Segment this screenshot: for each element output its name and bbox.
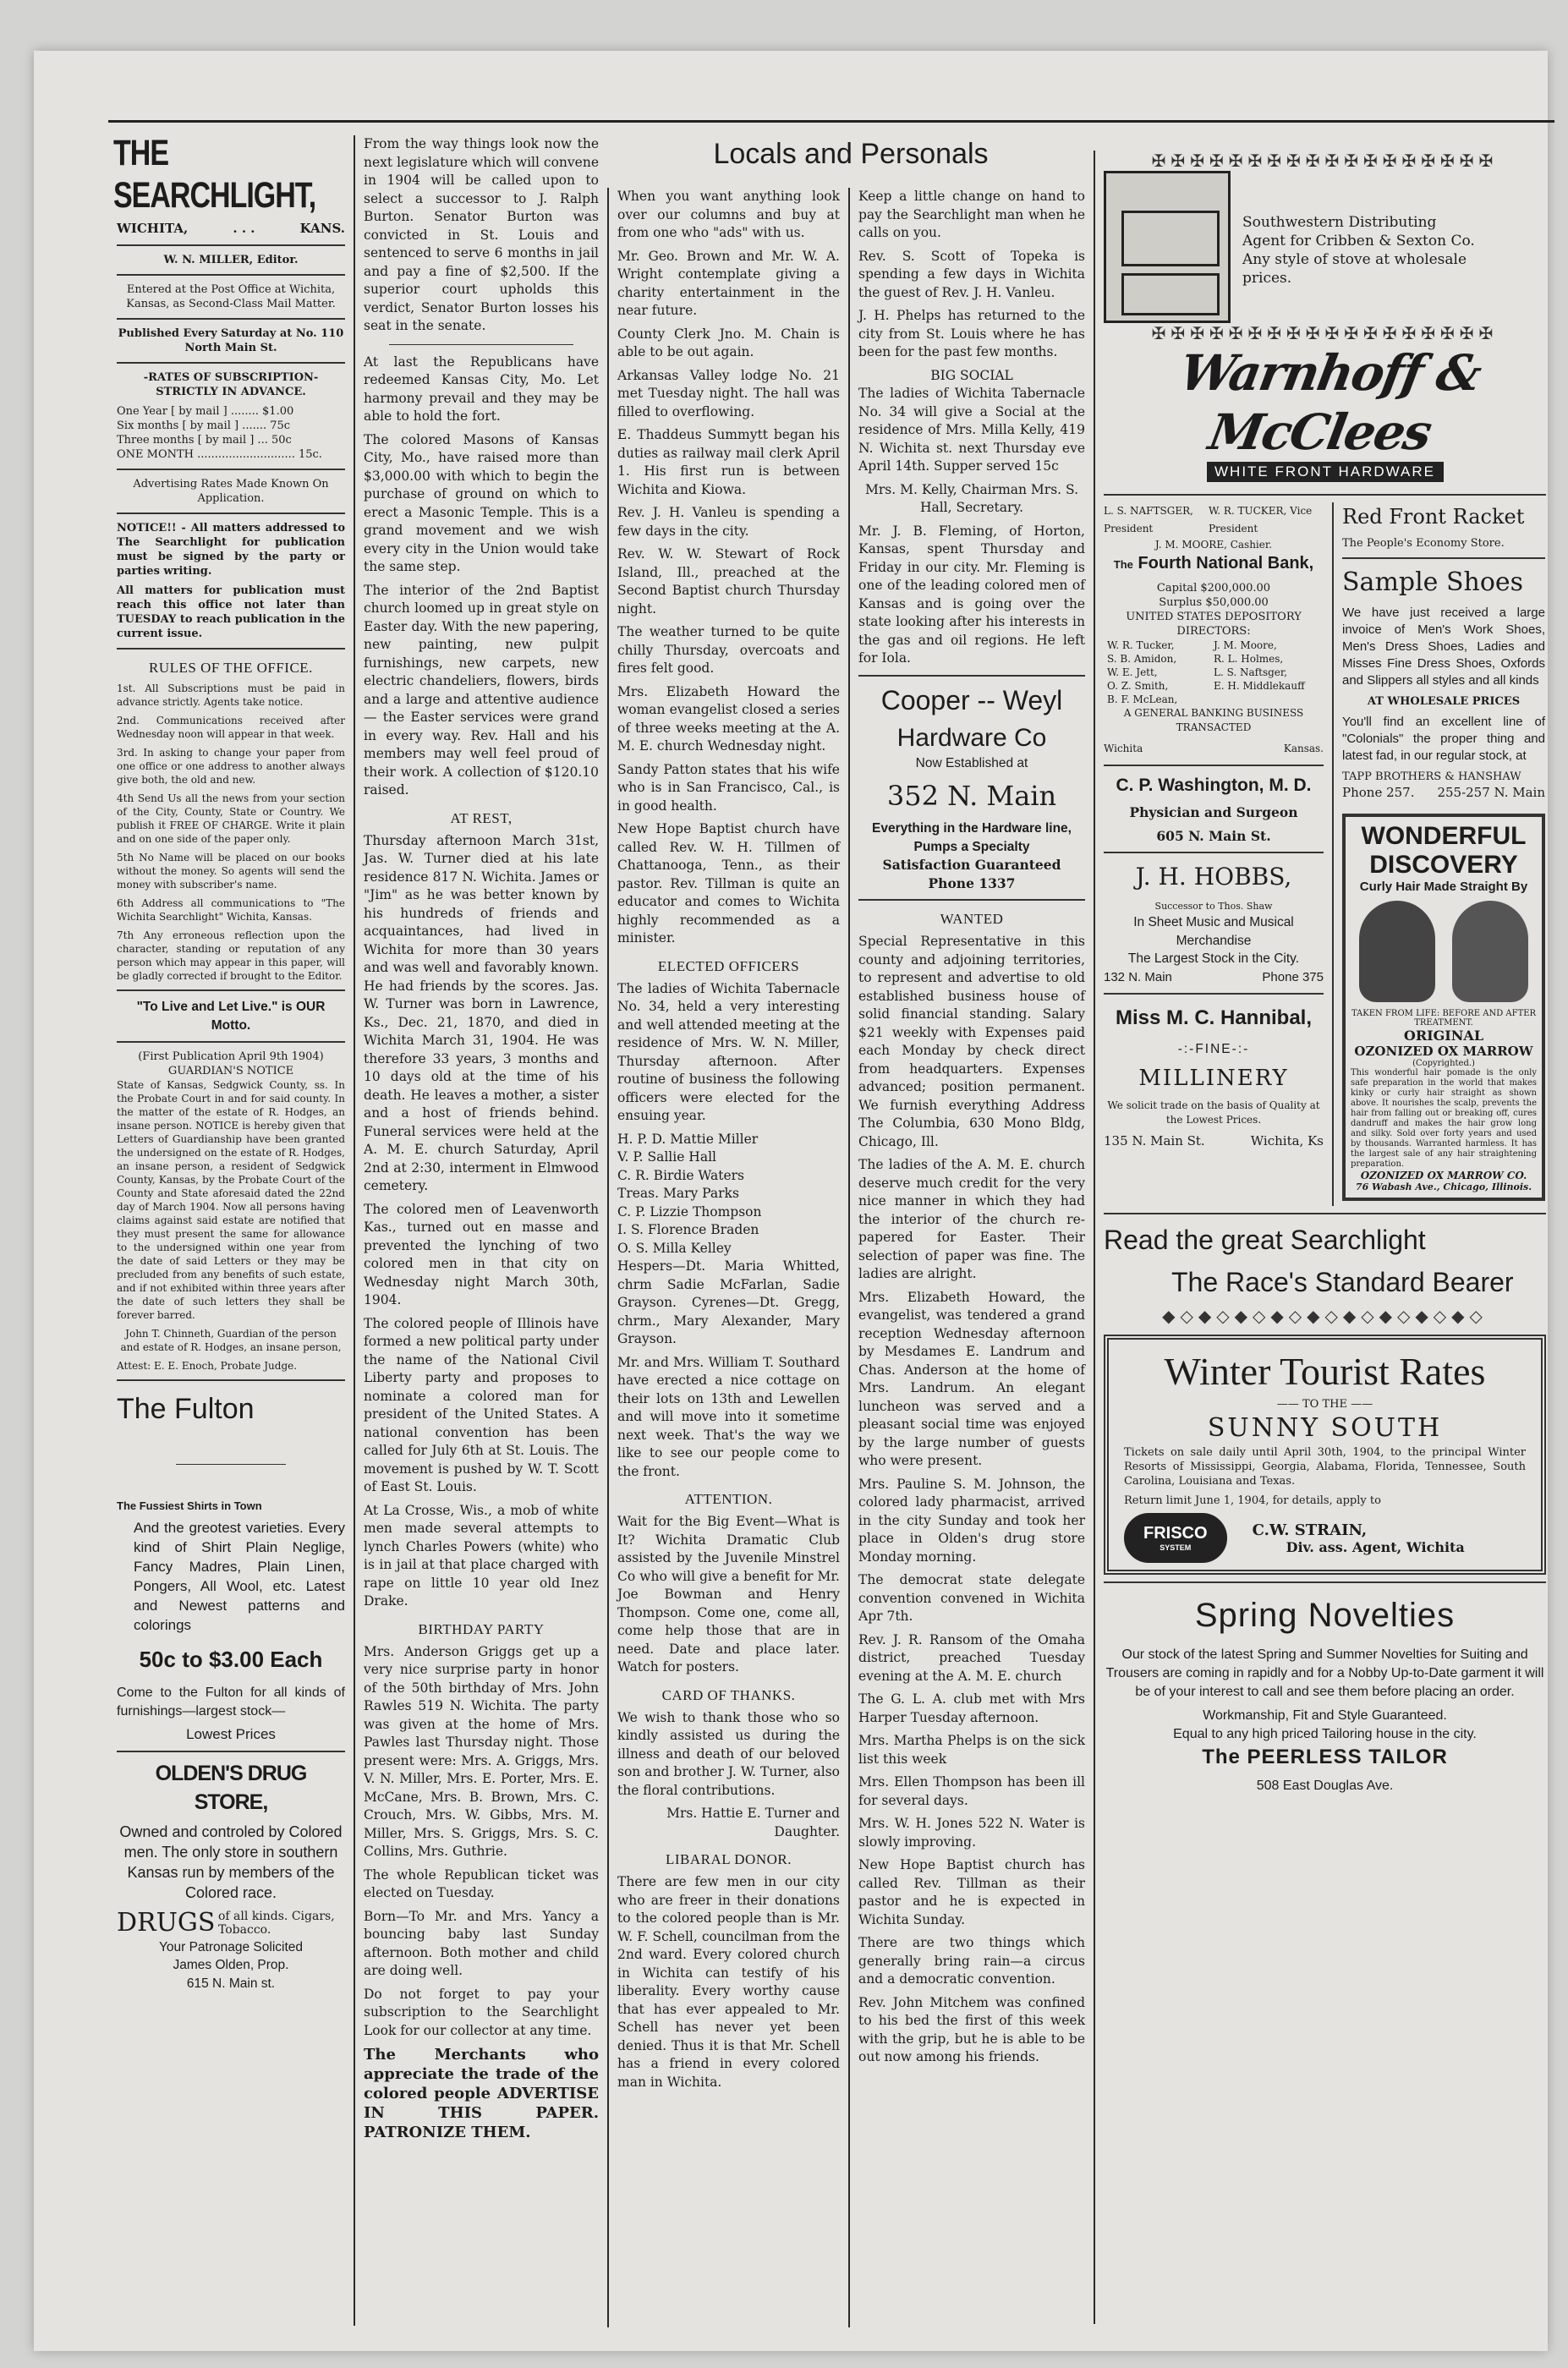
- olden-body: Owned and controled by Colored men. The only store in southern Kansas run by members of the Colored race.: [119, 1823, 343, 1901]
- director: W. R. Tucker,: [1107, 639, 1175, 651]
- racket-phone: Phone 257.: [1342, 785, 1415, 800]
- washington-addr: 605 N. Main St.: [1156, 827, 1271, 844]
- wonderful-title-2: DISCOVERY: [1369, 851, 1518, 879]
- hobbs-succ: Successor to Thos. Shaw: [1154, 901, 1273, 912]
- guardian-body: State of Kansas, Sedgwick County, ss. In the Probate Court in and for said county. In the matter of the estate of R. Hodges, an insane person. NOTICE is hereby given that Letters of Guardianship have been granted the undersigned on the estate of R. Hodges, an insane person, a resident of Sedgwick County, Kansas, by the Probate Court of the County and State aforesaid dated the 22nd day of March 1904. Now all persons having claims against said estate are notified that they must present the same for allowance to the undersigned within one year from the date of said Letters or they may be precluded from any benefits of such estate, and if not exhibited within three years after the date of such letters they shall be forever barred.: [117, 1079, 345, 1321]
- before-face: [1359, 901, 1435, 1002]
- local-item: The democrat state delegate convention convened in Wichita Apr 7th.: [858, 1572, 1085, 1624]
- stove-text: [1231, 171, 1475, 323]
- stove-line: prices.: [1242, 270, 1292, 287]
- divider: [117, 1379, 345, 1381]
- stove-line: Any style of stove at wholesale: [1242, 251, 1467, 268]
- bank-the: The: [1113, 558, 1133, 571]
- motto: "To Live and Let Live." is OUR Motto.: [136, 1000, 326, 1033]
- bank-officer: W. R. TUCKER, Vice President: [1208, 505, 1313, 534]
- washington-title: Physician and Surgeon: [1129, 804, 1298, 820]
- wonderful-product: OZONIZED OX MARROW: [1354, 1044, 1533, 1059]
- divider: [1104, 1581, 1546, 1583]
- racket-wholesale: AT WHOLESALE PRICES: [1367, 695, 1521, 708]
- divider: [1104, 1213, 1546, 1214]
- divider: [389, 344, 573, 345]
- wonderful-taken: TAKEN FROM LIFE: BEFORE AND AFTER TREATMENT.: [1351, 1009, 1537, 1028]
- olden-drugs: [108, 1908, 354, 1938]
- warnhoff-logo: Warnhoff & McClees: [1175, 344, 1485, 461]
- hannibal-contact: [1095, 1132, 1332, 1150]
- social-signed: Mrs. M. Kelly, Chairman Mrs. S. Hall, Secretary.: [865, 481, 1078, 515]
- rule-item: 4th Send Us all the news from your section of the City, County, State or Country. We publish it FREE OF CHARGE. Write it plain and on one side of the paper only.: [117, 792, 345, 845]
- hobbs-contact: [1095, 968, 1332, 986]
- after-face: [1452, 901, 1528, 1002]
- director: E. H. Middlekauff: [1214, 680, 1305, 692]
- officer: C. P. Lizzie Thompson: [617, 1203, 762, 1220]
- racket-samples: Sample Shoes: [1342, 567, 1524, 597]
- hobbs-line: In Sheet Music and Musical: [1133, 915, 1294, 929]
- thanks-title: CARD OF THANKS.: [661, 1686, 796, 1703]
- read-line-1: Read the great Searchlight: [1104, 1225, 1426, 1255]
- wonderful-title: WONDERFUL: [1361, 822, 1527, 850]
- local-item: Mrs. Elizabeth Howard the woman evangelist closed a series of three weeks meeting at the A. M. E. church Wednesday night.: [617, 683, 840, 754]
- local-item: Keep a little change on hand to pay the Searchlight man when he calls on you.: [858, 189, 1085, 240]
- local-item: Mrs. W. H. Jones 522 N. Water is slowly improving.: [858, 1816, 1085, 1850]
- olden-addr: 615 N. Main st.: [186, 1976, 276, 1991]
- ornament: ✠✠✠✠✠✠✠✠✠✠✠✠✠✠✠✠✠✠: [1151, 151, 1499, 171]
- rule-item: 6th Address all communications to "The Wichita Searchlight" Wichita, Kansas.: [117, 897, 345, 923]
- divider: [117, 318, 345, 320]
- divider: [1104, 765, 1324, 766]
- director: O. Z. Smith,: [1107, 680, 1169, 692]
- local-item: Arkansas Valley lodge No. 21 met Tuesday night. The hall was filled to overflowing.: [617, 367, 840, 419]
- wonderful-copyright: (Copyrighted.): [1412, 1059, 1475, 1068]
- state: KANS.: [299, 221, 345, 236]
- tourist-south: SUNNY SOUTH: [1207, 1413, 1443, 1443]
- ornament: ✠✠✠✠✠✠✠✠✠✠✠✠✠✠✠✠✠✠: [1151, 323, 1499, 343]
- officer: O. S. Milla Kelley: [617, 1240, 732, 1256]
- racket-tapp: TAPP BROTHERS & HANSHAW: [1342, 770, 1521, 783]
- article: The colored Masons of Kansas City, Mo., have raised more than $3,000.00 with which to begin the purchase of ground on which to erect a Masonic Temple. This is a grand movement and we wish every city in the Union would take the same step.: [364, 431, 599, 574]
- hobbs-line: The Largest Stock in the City.: [1127, 951, 1300, 966]
- divider: [117, 989, 345, 991]
- article: The whole Republican ticket was elected on Tuesday.: [364, 1866, 599, 1900]
- rules-title: RULES OF THE OFFICE.: [149, 660, 313, 676]
- rule-item: 3rd. In asking to change your paper from one office or one address to another always give both, the old and new.: [117, 747, 345, 786]
- column-4: [848, 188, 1094, 2327]
- divider: [1104, 993, 1324, 995]
- bank-surplus: Surplus $50,000.00: [1159, 596, 1269, 609]
- local-item: Mr. Geo. Brown and Mr. W. A. Wright contemplate giving a charity entertainment in the near future.: [617, 248, 840, 318]
- agent-name: C.W. STRAIN,: [1252, 1521, 1368, 1539]
- local-item: The G. L. A. club met with Mrs Harper Tuesday afternoon.: [858, 1691, 1085, 1725]
- local-item: Mrs. Elizabeth Howard, the evangelist, was tendered a grand reception Wednesday afternoon by Mesdames E. Landrum and Chas. Anderson at the home of Mrs. Landrum. An elegant luncheon was served and a pleasant social time was enjoyed by the large number of guests who were present.: [858, 1289, 1085, 1468]
- column-5-ads: [1094, 151, 1554, 2324]
- olden-patron: Your Patronage Solicited: [158, 1939, 304, 1954]
- divider: [117, 1041, 345, 1043]
- local-item: Sandy Patton states that his wife who is in San Francisco, Cal., is in good health.: [617, 761, 840, 814]
- divider: [1342, 557, 1545, 559]
- locals-title: Locals and Personals: [713, 138, 989, 170]
- at-rest-body: Thursday afternoon March 31st, Jas. W. Turner died at his late residence 817 N. Wichita. James or "Jim" as he was better known by his hundreds of friends and acquaintances, had lived in Wichita for more than 30 years and was well and favorably known. He had friends by the scores. Jas. W. Turner was born in Lawrence, Ks., Dec. 21, 1870, and died in Wichita March 31, 1904. He was therefore 33 years, 3 months and 10 days old at the time of his death. He leaves a mother, a sister and a host of friends behind. Funeral services were held at the A. M. E. church Saturday, April 2nd at 2:30, interment in Elmwood cemetery.: [364, 832, 599, 1193]
- masthead-title: THE SEARCHLIGHT,: [113, 135, 316, 216]
- bank-state: Kansas.: [1283, 743, 1324, 754]
- entered-notice: Entered at the Post Office at Wichita, Kansas, as Second-Class Mail Matter.: [126, 283, 336, 310]
- fulton-sub: The Fussiest Shirts in Town: [117, 1499, 262, 1512]
- donor-body: There are few men in our city who are freer in their donations to the colored people than is Mr. W. F. Schell, councilman from the 2nd ward. Every colored church in Wichita can testify of his liberality. Every worthy cause that has ever appealed to Mr. Schell has never yet been denied. Thus it is that Mr. Schell has a friend in every colored man in Wichita.: [617, 1874, 840, 2090]
- wonderful-sub: Curly Hair Made Straight By: [1359, 880, 1528, 894]
- spring-name: The PEERLESS TAILOR: [1202, 1746, 1448, 1768]
- local-item: Mrs. Martha Phelps is on the sick list this week: [858, 1733, 1085, 1767]
- fulton-price: 50c to $3.00 Each: [139, 1647, 323, 1672]
- local-item: Mrs. Pauline S. M. Johnson, the colored lady pharmacist, arrived in the city Sunday and took her place in Olden's drug store Monday morning.: [858, 1476, 1085, 1565]
- wonderful-body: This wonderful hair pomade is the only safe preparation in the world that makes kinky or curly hair straight as shown above. It nourishes the scalp, prevents the hair from falling out or breaking off, cures dandruff and makes the hair grow long and silky. Sold over forty years and used by thousands. Warranted harmless. It has the largest sale of any hair straightening preparation.: [1351, 1068, 1537, 1169]
- rule-item: 7th Any erroneous reflection upon the character, standing or reputation of any person which may appear in this paper, will be gladly corrected if brought to the Editor.: [117, 929, 345, 982]
- birthday-title: BIRTHDAY PARTY: [418, 1620, 545, 1637]
- divider: [117, 513, 345, 514]
- fulton-title: The Fulton: [117, 1393, 255, 1425]
- local-item: County Clerk Jno. M. Chain is able to be out again.: [617, 326, 840, 359]
- local-item: Rev. S. Scott of Topeka is spending a few days in Wichita the guest of Rev. J. H. Vanleu.: [858, 248, 1085, 300]
- agent-title: Div. ass. Agent, Wichita: [1286, 1538, 1465, 1555]
- officer: C. R. Birdie Waters: [617, 1167, 745, 1183]
- article: From the way things look now the next legislature which will convene in 1904 will be called upon to select a successor to J. Ralph Burton. Senator Burton was convicted in St. Louis and sentenced to serve 6 months in jail and pay a fine of $2,500. If the superior court upholds this verdict, Senator Burton losses his seat in the senate.: [364, 136, 599, 333]
- published-notice: Published Every Saturday at No. 110 North Main St.: [118, 327, 344, 354]
- officer: Treas. Mary Parks: [617, 1186, 739, 1201]
- hannibal-city: Wichita, Ks: [1250, 1133, 1324, 1148]
- bank-location: [1095, 740, 1332, 758]
- director: S. B. Amidon,: [1107, 653, 1177, 665]
- wonderful-ad: [1342, 814, 1545, 1201]
- racket-sub: The People's Economy Store.: [1342, 537, 1505, 550]
- local-item: Rev. J. R. Ransom of the Omaha district, preached Tuesday evening at the A. M. E. church: [858, 1631, 1085, 1684]
- bank-officer: L. S. NAFTSGER, President: [1104, 505, 1193, 534]
- local-item: The weather turned to be quite chilly Thursday, overcoats and fires felt good.: [617, 624, 840, 676]
- divider: [858, 675, 1085, 677]
- column-3: [607, 188, 848, 2327]
- divider: [176, 1464, 286, 1465]
- elected-title: ELECTED OFFICERS: [657, 957, 800, 974]
- rate-row: Six months [ by mail ] ....... 75c: [117, 419, 291, 432]
- local-item: When you want anything look over our columns and buy at from one who "ads" with us.: [617, 189, 840, 240]
- fulton-body: And the greotest varieties. Every kind of Shirt Plain Neglige, Fancy Madres, Plain Linen, Pongers, All Wool, etc. Latest and Newest patterns and colorings: [134, 1520, 345, 1633]
- divider: [117, 274, 345, 276]
- stove-line: Southwestern Distributing: [1242, 214, 1437, 231]
- wonderful-addr: 76 Wabash Ave., Chicago, Illinois.: [1355, 1181, 1532, 1192]
- washington-name: C. P. Washington, M. D.: [1116, 776, 1312, 795]
- masthead-rule: [108, 120, 1554, 123]
- wonderful-original: ORIGINAL: [1403, 1028, 1484, 1044]
- local-item: J. H. Phelps has returned to the city from St. Louis where he has been for the past few months.: [858, 308, 1085, 359]
- thanks-signed: Mrs. Hattie E. Turner and Daughter.: [666, 1806, 840, 1839]
- notice-2: All matters for publication must reach this office not later than TUESDAY to reach publication in the current issue.: [117, 584, 345, 640]
- rate-row: One Year [ by mail ] ........ $1.00: [117, 405, 294, 418]
- olden-title: OLDEN'S DRUG STORE,: [155, 1761, 307, 1814]
- cooper-name: Cooper -- Weyl: [880, 684, 1063, 715]
- frisco-system: SYSTEM: [1160, 1543, 1192, 1552]
- column-1: [108, 135, 354, 1998]
- divider: [1104, 494, 1546, 496]
- tourist-agent: [1253, 1521, 1465, 1555]
- local-item: Mrs. Ellen Thompson has been ill for several days.: [858, 1774, 1085, 1808]
- social-body: The ladies of Wichita Tabernacle No. 34 will give a Social at the residence of Mrs. Milla Kelly, 419 N. Wichita st. next Thursday eve April 14th. Supper served 15c: [858, 386, 1085, 474]
- city: WICHITA,: [117, 221, 189, 236]
- hannibal-fine: -:-FINE-:-: [1177, 1041, 1250, 1056]
- cooper-addr: 352 N. Main: [886, 780, 1057, 812]
- cooper-name-2: Hardware Co: [896, 723, 1047, 752]
- rate-row: Three months [ by mail ] ... 50c: [117, 434, 292, 447]
- local-item: There are two things which generally bring rain—a circus and a democratic convention.: [858, 1935, 1085, 1987]
- divider: [1104, 852, 1324, 853]
- attention-title: ATTENTION.: [684, 1491, 773, 1507]
- local-item: Rev. J. H. Vanleu is spending a few days in the city.: [617, 505, 840, 539]
- divider: [117, 469, 345, 470]
- guardian-title: GUARDIAN'S NOTICE: [167, 1065, 294, 1077]
- advertising-note: Advertising Rates Made Known On Application.: [133, 478, 329, 505]
- rule-item: 1st. All Subscriptions must be paid in advance strictly. Agents take notice.: [117, 682, 345, 708]
- cooper-phone: Phone 1337: [928, 874, 1016, 891]
- merchants-notice: The Merchants who appreciate the trade of the colored people ADVERTISE IN THIS PAPER. PATRONIZE THEM.: [364, 2046, 599, 2141]
- bank-directors-label: DIRECTORS:: [1176, 625, 1251, 638]
- divider: [117, 362, 345, 364]
- stove-image: [1104, 171, 1231, 323]
- attention-body: Wait for the Big Event—What is It? Wichita Dramatic Club assisted by the Juvenile Minstrel Co who will give a benefit for Mr. Joe Bowman and Henry Thompson. Come one, come all, come help those that are in need. Date and place later. Watch for posters.: [617, 1514, 840, 1675]
- tourist-footer: [1116, 1513, 1534, 1563]
- tourist-to-label: TO THE: [1302, 1398, 1347, 1411]
- column-2: [354, 135, 607, 2326]
- thanks-body: We wish to thank those who so kindly assisted us during the illness and death of our beloved son and brother J. W. Turner, also the floral contributions.: [617, 1709, 840, 1798]
- hobbs-addr: 132 N. Main: [1104, 969, 1172, 984]
- racket-body-2: You'll find an excellent line of "Colonials" the proper thing and latest fad, in our regular stock, at: [1342, 715, 1545, 763]
- spring-body: Our stock of the latest Spring and Summer Novelties for Suiting and Trousers are coming in rapidly and for a Nobby Up-to-Date garment it will be of your interest to call and see them before placing an order.: [1105, 1647, 1544, 1699]
- racket-ad: [1334, 502, 1554, 1206]
- tourist-return: Return limit June 1, 1904, for details, apply to: [1124, 1494, 1381, 1507]
- hobbs-name: J. H. HOBBS,: [1135, 863, 1292, 891]
- ornament: ◆◇◆◇◆◇◆◇◆◇◆◇◆◇◆◇◆◇: [1162, 1306, 1488, 1326]
- bank-officers: [1095, 502, 1332, 538]
- divider: [117, 648, 345, 650]
- local-item: Mr. and Mrs. William T. Southard have erected a nice cottage on their lots on 13th and Lewellen and will move into it sometime next week. That's the way we like to see our people come to the front.: [617, 1354, 840, 1479]
- racket-contact: [1334, 784, 1554, 802]
- bank-cashier: J. M. MOORE, Cashier.: [1154, 539, 1273, 551]
- social-title: BIG SOCIAL: [930, 367, 1013, 383]
- notice-1: NOTICE!! - All matters addressed to The Searchlight for publication must be signed by the party or parties writing.: [117, 522, 345, 578]
- bank-directors: [1095, 639, 1332, 706]
- article: The colored men of Leavenworth Kas., turned out en masse and prevented the lynching of two colored men in that city on Wednesday night March 30th, 1904.: [364, 1201, 599, 1307]
- guardian-signed: John T. Chinneth, Guardian of the person and estate of R. Hodges, an insane person,: [120, 1328, 342, 1353]
- officer: H. P. D. Mattie Miller: [617, 1131, 759, 1147]
- bank-racket-row: [1095, 502, 1554, 1206]
- tourist-to: —— TO THE ——: [1276, 1398, 1373, 1411]
- tourist-body: Tickets on sale daily until April 30th, 1904, to the principal Winter Resorts of Mississippi, Georgia, Alabama, Florida, Tennessee, South Carolina, Louisiana and Texas.: [1124, 1446, 1526, 1488]
- racket-title: Red Front Racket: [1342, 505, 1525, 529]
- cooper-line2: Satisfaction Guaranteed: [882, 857, 1061, 873]
- stove-ad: [1095, 171, 1554, 323]
- spring-addr: 508 East Douglas Ave.: [1256, 1779, 1394, 1793]
- cooper-line1: Everything in the Hardware line, Pumps a Specialty: [871, 821, 1072, 854]
- hannibal-millinery: MILLINERY: [1138, 1066, 1289, 1091]
- bank-capital: Capital $200,000.00: [1156, 582, 1271, 595]
- local-item: Rev. W. W. Stewart of Rock Island, Ill., preached at the Second Baptist church Thursday night.: [617, 546, 840, 617]
- director: W. E. Jett,: [1107, 666, 1158, 678]
- bank-name: [1095, 552, 1332, 576]
- frisco-logo: [1124, 1513, 1227, 1563]
- fulton-body-2: Come to the Fulton for all kinds of furnishings—largest stock—: [117, 1686, 345, 1718]
- rates-title: -RATES OF SUBSCRIPTION- STRICTLY IN ADVANCE.: [143, 371, 319, 398]
- director: L. S. Naftsger,: [1214, 666, 1288, 678]
- stove-line: Agent for Cribben & Sexton Co.: [1242, 233, 1475, 249]
- spring-line-2: Workmanship, Fit and Style Guaranteed.: [1203, 1708, 1447, 1723]
- hannibal-name: Miss M. C. Hannibal,: [1115, 1006, 1313, 1029]
- article: At last the Republicans have redeemed Kansas City, Mo. Let harmony prevail and they may be able to hold the fort.: [364, 354, 599, 424]
- hobbs-line: Merchandise: [1176, 933, 1252, 948]
- officer: V. P. Sallie Hall: [617, 1149, 716, 1165]
- director: [1214, 693, 1320, 706]
- local-item: The ladies of the A. M. E. church deserve much credit for the very nice manner in which they had the interior of the church re-papered for Easter. Their selection of paper was fine. The ladies are alright.: [858, 1157, 1085, 1281]
- rule-item: 5th No Name will be placed on our books without the money. So agents will send the money with subscriber's name.: [117, 852, 345, 891]
- hobbs-phone: Phone 375: [1262, 969, 1324, 984]
- local-item: E. Thaddeus Summytt began his duties as railway mail clerk April 1. His first run is between Wichita and Kiowa.: [617, 427, 840, 497]
- spring-line-3: Equal to any high priced Tailoring house in the city.: [1173, 1726, 1477, 1741]
- wonderful-company: OZONIZED OX MARROW CO.: [1360, 1170, 1527, 1181]
- divider: [858, 899, 1085, 901]
- spring-title: Spring Novelties: [1194, 1597, 1456, 1634]
- article: The colored people of Illinois have formed a new political party under the name of the National Civil Liberty party and proposes to nominate a colored man for president of the United States. A national convention has been called for July 6th at St. Louis. The movement is pushed by W. T. Scott of East St. Louis.: [364, 1315, 599, 1494]
- elected-hespers: Hespers—Dt. Maria Whitted, chrm Sadie McFarlan, Sadie Grayson. Cyrenes—Dt. Gregg, chrm., Mary Alexander, Mary Grayson.: [617, 1258, 840, 1346]
- at-rest-title: AT REST,: [450, 809, 513, 826]
- local-item: Rev. John Mitchem was confined to his bed the first of this week with the grip, but he is able to be out now among his friends.: [858, 1994, 1085, 2064]
- before-after-image: [1351, 901, 1537, 1002]
- local-item: New Hope Baptist church have called Rev. W. H. Tillmen of Chattanooga, Tenn., as their pastor. Rev. Tillman is quite an educator and comes to Wichita highly recommended as a minister.: [617, 821, 840, 946]
- hannibal-addr: 135 N. Main St.: [1104, 1133, 1205, 1148]
- dots: . . .: [233, 221, 255, 236]
- birthday-body: Mrs. Anderson Griggs get up a very nice surprise party in honor of the 50th birthday of Mrs. John Rawles 519 N. Wichita. The party was given at the home of Mrs. Pawles last Thursday night. Those present were: Mrs. A. Griggs, Mrs. V. N. Miller, Mrs. E. Porter, Mrs. E. McCane, Mrs. B. Brown, Mrs. C. Crouch, Mrs. W. Gibbs, Mrs. M. Miller, Mrs. S. Griggs, Mrs. S. C. Collins, Mrs. Guthrie.: [364, 1643, 599, 1859]
- guardian-first-pub: (First Publication April 9th 1904): [138, 1050, 324, 1063]
- wanted-title: WANTED: [940, 911, 1004, 927]
- masthead-dateline: [108, 220, 354, 238]
- bank-title: Fourth National Bank,: [1138, 554, 1314, 573]
- olden-prop: James Olden, Prop.: [173, 1958, 289, 1972]
- local-item: New Hope Baptist church has called Rev. Tillman as their pastor and he is expected in Wichita Sunday.: [858, 1857, 1085, 1927]
- elected-intro: The ladies of Wichita Tabernacle No. 34, held a very interesting and well attended meeting at the residence of Mrs. W. N. Miller, Thursday afternoon. After routine of business the following officers were elected for the ensuing year.: [617, 980, 840, 1123]
- hannibal-solicit: We solicit trade on the basis of Quality at the Lowest Prices.: [1107, 1099, 1320, 1126]
- racket-addr: 255-257 N. Main: [1437, 785, 1545, 800]
- drugs-sub: of all kinds. Cigars, Tobacco.: [218, 1909, 335, 1937]
- article: Born—To Mr. and Mrs. Yancy a bouncing baby last Sunday afternoon. Both mother and child are doing well.: [364, 1908, 599, 1978]
- racket-body: We have just received a large invoice of Men's Work Shoes, Men's Dress Shoes, Ladies and Misses Fine Dress Shoes, Oxfords and Slippers all styles and all kinds: [1342, 606, 1545, 688]
- article: The interior of the 2nd Baptist church loomed up in great style on Easter day. With the new papering, new painting, new pulpit furnishings, new carpets, new electric chandeliers, flowers, birds and a large and attentive audience — the Easter services were grand in every way. Rev. Hall and his members may well feel proud of their work. A collection of $120.10 raised.: [364, 582, 599, 798]
- bank-ad: [1095, 502, 1334, 1206]
- cooper-est: Now Established at: [915, 755, 1028, 770]
- guardian-attest: Attest: E. E. Enoch, Probate Judge.: [117, 1360, 298, 1372]
- wanted-body: Special Representative in this county and adjoining territories, to represent and advertise to old established business house of solid financial standing. Salary $21 weekly with Expenses paid each Monday by check direct from headquarters. Expenses advanced; position permanent. We furnish everything Address The Columbia, 630 Mono Bldg, Chicago, Ill.: [858, 934, 1085, 1149]
- donor-title: LIBARAL DONOR.: [666, 1851, 792, 1867]
- editor: W. N. MILLER, Editor.: [163, 254, 299, 266]
- tourist-title: Winter Tourist Rates: [1164, 1350, 1486, 1393]
- director: J. M. Moore,: [1214, 639, 1277, 651]
- read-line-2: The Race's Standard Bearer: [1171, 1267, 1514, 1297]
- warnhoff-band: WHITE FRONT HARDWARE: [1207, 462, 1444, 482]
- fleming: Mr. J. B. Fleming, of Horton, Kansas, spent Thursday and Friday in our city. Mr. Fleming is one of the leading colored men of Kansas and is going over the state looking after his interests in the gas and oil regions. He left for Iola.: [858, 523, 1085, 666]
- bank-general: A GENERAL BANKING BUSINESS TRANSACTED: [1123, 707, 1304, 733]
- divider: [117, 1751, 345, 1752]
- frisco-label: FRISCO: [1143, 1524, 1208, 1543]
- divider: [117, 244, 345, 246]
- article: Do not forget to pay your subscription to the Searchlight Look for our collector at any time.: [364, 1986, 599, 2038]
- article: At La Crosse, Wis., a mob of white men made several attempts to lynch Charles Powers (white) who is in jail at that place charged with rape on little 10 year old Inez Drake.: [364, 1502, 599, 1609]
- rate-row: ONE MONTH ............................ 15c.: [117, 448, 322, 461]
- rule-item: 2nd. Communications received after Wednesday noon will appear in that week.: [117, 715, 345, 740]
- bank-city: Wichita: [1104, 743, 1143, 754]
- bank-depository: UNITED STATES DEPOSITORY: [1126, 611, 1302, 623]
- officer: I. S. Florence Braden: [617, 1222, 759, 1237]
- fulton-lowest: Lowest Prices: [186, 1726, 276, 1742]
- fine-label: FINE: [1195, 1041, 1232, 1056]
- tourist-ad: [1104, 1335, 1546, 1575]
- director: R. L. Holmes,: [1214, 653, 1284, 665]
- drugs-label: DRUGS: [117, 1907, 216, 1938]
- director: B. F. McLean,: [1107, 693, 1178, 705]
